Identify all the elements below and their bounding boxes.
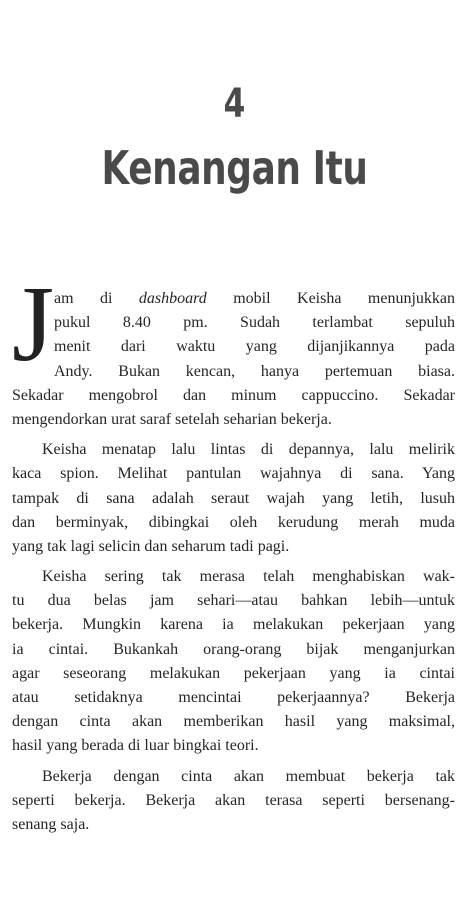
paragraph-3-line-6: atau setidaknya mencintai pekerjaannya? Bekerja: [12, 689, 455, 706]
paragraph-2-line-3: tampak di sana adalah seraut wajah yang letih, lusuh: [12, 489, 455, 507]
paragraph-3-line-3: bekerja. Mungkin karena ia melakukan pekerjaan yang: [12, 616, 455, 634]
paragraph-4-line-2: seperti bekerja. Bekerja akan terasa seperti bersenang-: [12, 791, 455, 809]
paragraph-3-line-4: ia cintai. Bukankah orang-orang bijak menganjurkan: [12, 640, 455, 658]
italic-dashboard: dashboard: [138, 290, 207, 307]
paragraph-1-line-3: menit dari waktu yang dijanjikannya pada: [54, 338, 455, 356]
paragraph-1-line-4: Andy. Bukan kencan, hanya pertemuan biasa.: [54, 362, 455, 380]
paragraph-2-line-1: Keisha menatap lalu lintas di depannya, lalu melirik: [42, 441, 455, 459]
paragraph-4-line-1: Bekerja dengan cinta akan membuat bekerja tak: [42, 767, 455, 785]
chapter-title: Kenangan Itu: [101, 141, 368, 195]
paragraph-3-line-5: agar seseorang melakukan pekerjaan yang ia cintai: [12, 664, 455, 682]
paragraph-2-line-4: dan berminyak, dibingkai oleh kerudung merah muda: [12, 513, 455, 531]
chapter-number: 4: [223, 81, 246, 127]
chapter-body: [12, 265, 455, 837]
paragraph-1-line-2: pukul 8.40 pm. Sudah terlambat sepuluh: [54, 314, 455, 332]
drop-cap: J: [12, 265, 55, 384]
paragraph-1-line-1: am di dashboard mobil Keisha menunjukkan: [54, 290, 455, 307]
paragraph-1-line-5: Sekadar mengobrol dan minum cappuccino. Sekadar: [12, 386, 455, 404]
paragraph-3-line-7: dengan cinta akan memberikan hasil yang maksimal,: [12, 713, 455, 731]
paragraph-3-line-8: hasil yang berada di luar bingkai teori.: [12, 737, 259, 755]
paragraph-2-line-2: kaca spion. Melihat pantulan wajahnya di sana. Yang: [12, 465, 455, 483]
paragraph-3-line-1: Keisha sering tak merasa telah menghabiskan wak-: [42, 568, 455, 586]
paragraph-2-line-5: yang tak lagi selicin dan seharum tadi pagi.: [12, 537, 290, 555]
paragraph-4-line-3: senang saja.: [12, 815, 90, 833]
paragraph-1-line-6: mengendorkan urat saraf setelah seharian bekerja.: [12, 410, 332, 428]
paragraph-3-line-2: tu dua belas jam sehari—atau bahkan lebih—untuk: [12, 592, 455, 610]
